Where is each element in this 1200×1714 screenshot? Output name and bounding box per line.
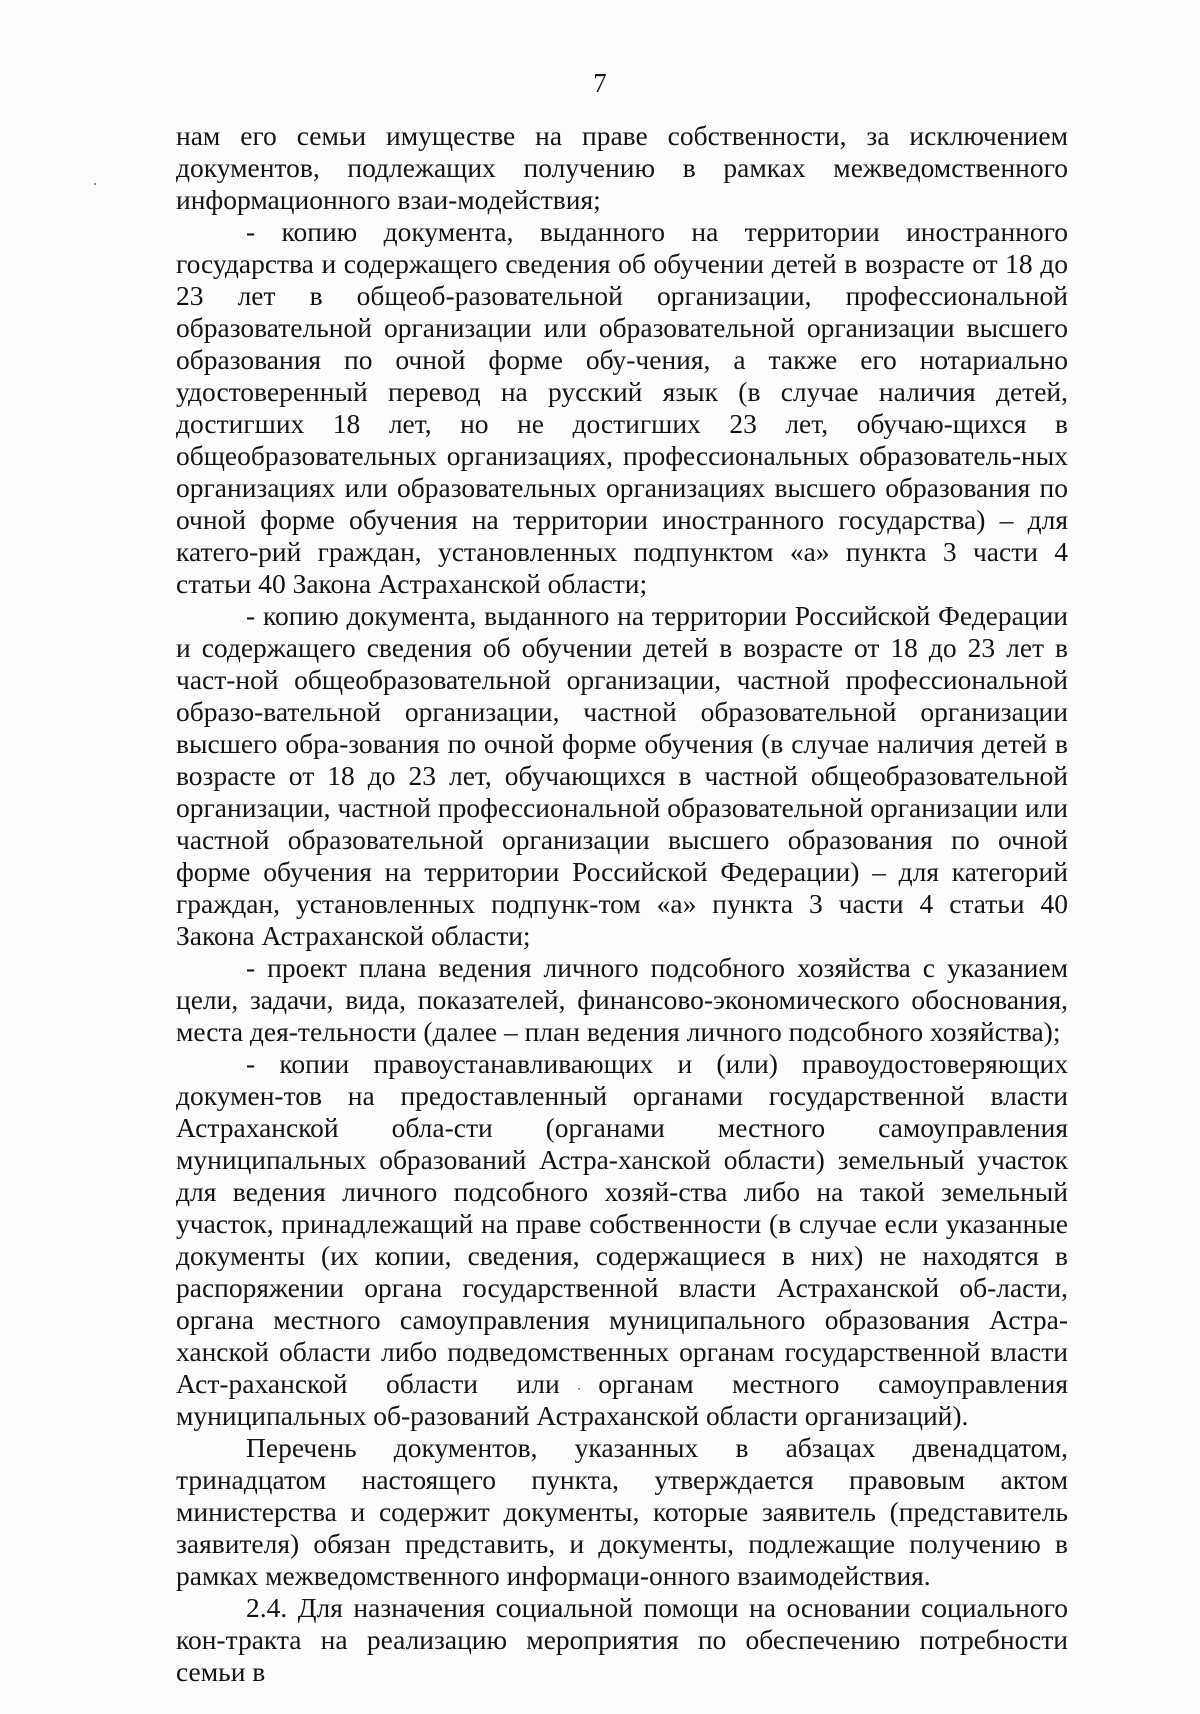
page-number: 7 (593, 68, 607, 98)
scan-speck (94, 183, 96, 185)
list-item-russian-education-document: - копию документа, выданного на территории Российской Федерации и содержащего сведения об обучении детей в возрасте от 18 до 23 лет в част-ной общеобразовательной организации, частной профессиональной образо-вательной организации, частной образовательной организации высшего обра-зования по очной форме обучения (в случае наличия детей в возрасте от 18 до 23 лет, обучающихся в частной общеобразовательной организации, частной профессиональной образовательной организации или частной образовательной организации высшего образования по очной форме обучения на территории Российской Федерации) – для категорий граждан, установленных подпунк-том «а» пункта 3 части 4 статьи 40 Закона Астраханской области; (176, 600, 1068, 951)
document-body (176, 120, 1068, 1688)
paragraph-document-list: Перечень документов, указанных в абзацах двенадцатом, тринадцатом настоящего пункта, утверждается правовым актом министерства и содержит документы, которые заявитель (представитель заявителя) обязан представить, и документы, подлежащие получению в рамках межведомственного информаци-онного взаимодействия. (176, 1432, 1068, 1591)
paragraph-continuation: нам его семьи имуществе на праве собственности, за исключением документов, подлежащих получению в рамках межведомственного информационного взаи-модействия; (176, 120, 1068, 215)
list-item-household-plan: - проект плана ведения личного подсобного хозяйства с указанием цели, задачи, вида, показателей, финансово-экономического обоснования, места дея-тельности (далее – план ведения личного подсобного хозяйства); (176, 952, 1068, 1047)
list-item-land-documents: - копии правоустанавливающих и (или) правоудостоверяющих докумен-тов на предоставленный органами государственной власти Астраханской обла-сти (органами местного самоуправления муниципальных образований Астра-ханской области) земельный участок для ведения личного подсобного хозяй-ства либо на такой земельный участок, принадлежащий на праве собственности (в случае если указанные документы (их копии, сведения, содержащиеся в них) не находятся в распоряжении органа государственной власти Астраханской об-ласти, органа местного самоуправления муниципального образования Астра-ханской области либо подведомственных органам государственной власти Аст-раханской области или органам местного самоуправления муниципальных об-разований Астраханской области организаций). (176, 1048, 1068, 1431)
paragraph-section-2-4: 2.4. Для назначения социальной помощи на основании социального кон-тракта на реализацию мероприятия по обеспечению потребности семьи в (176, 1592, 1068, 1687)
list-item-foreign-education-document: - копию документа, выданного на территории иностранного государства и содержащего сведения об обучении детей в возрасте от 18 до 23 лет в общеоб-разовательной организации, профессиональной образовательной организации или образовательной организации высшего образования по очной форме обу-чения, а также его нотариально удостоверенный перевод на русский язык (в случае наличия детей, достигших 18 лет, но не достигших 23 лет, обучаю-щихся в общеобразовательных организациях, профессиональных образователь-ных организациях или образовательных организациях высшего образования по очной форме обучения на территории иностранного государства) – для катего-рий граждан, установленных подпунктом «а» пункта 3 части 4 статьи 40 Закона Астраханской области; (176, 216, 1068, 599)
